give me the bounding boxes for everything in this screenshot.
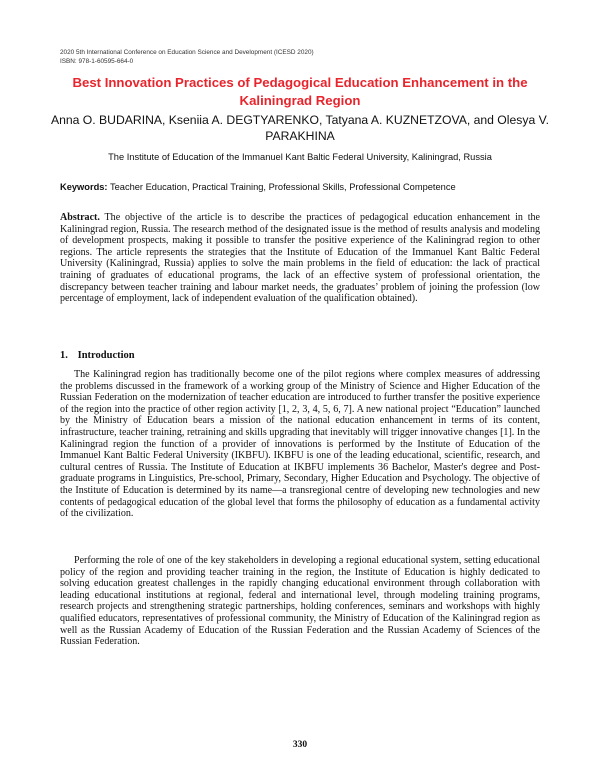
paragraph-2: Performing the role of one of the key stakeholders in developing a regional educational system, setting educational policy of the region and providing teacher training in the region, the Institute of Education is highly dedicated to solving education greatest challenges in the rapidly changing educational environment through collaboration with leading educational institutions at regional, federal and international level, through modeling training programs, research projects and strengthening strategic partnerships, holding conferences, seminars and workshops with highly qualified educators, representatives of professional community, the Ministry of Education of the Kaliningrad region as well as the Russian Academy of Education of the Russian Federation and the Russian Academy of Sciences of the Russian Federation.: [60, 555, 540, 648]
keywords-label: Keywords:: [60, 182, 108, 192]
conference-header: [60, 49, 540, 66]
affiliation: The Institute of Education of the Immanuel Kant Baltic Federal University, Kaliningrad, Russia: [108, 152, 492, 162]
conference-name: 2020 5th International Conference on Education Science and Development (ICESD 2020): [60, 49, 314, 56]
section-title: Introduction: [77, 350, 135, 361]
keywords-text: Teacher Education, Practical Training, Professional Skills, Professional Competence: [109, 182, 456, 192]
abstract-label: Abstract.: [60, 212, 100, 223]
section-heading: [60, 350, 540, 362]
keywords-line: [60, 181, 540, 193]
abstract-text: The objective of the article is to describe the practices of pedagogical education enhancement in the Kaliningrad region, Russia. The research method of the designated issue is the method of results analysis and modeling of development prospects, making it possible to transfer the positive experience of the Kaliningrad region to other regions. The article represents the strategies that the Institute of Education of the Immanuel Kant Baltic Federal University (Kaliningrad, Russia) applies to solve the main problems in the field of education: the lack of practical training of graduates of educational programs, the lack of an effective system of professional orientation, the discrepancy between teacher training and labour market needs, the graduates’ problem of joining the profession (low percentage of employment, lack of independent evaluation of the qualification obtained).: [60, 212, 540, 305]
paper-title: Best Innovation Practices of Pedagogical Education Enhancement in the Kaliningrad Region: [72, 75, 528, 108]
isbn: ISBN: 978-1-60595-664-0: [60, 57, 134, 65]
abstract: [60, 212, 540, 305]
paragraph-1: The Kaliningrad region has traditionally become one of the pilot regions where complex measures of addressing the problems discussed in the framework of a working group of the Ministry of Science and Higher Education of the Russian Federation on the modernization of teacher education are introduced to further transfer the positive experience of the region into the practice of other region activity [1, 2, 3, 4, 5, 6, 7]. A new national project “Education” launched by the Ministry of Education bears a mission of the national education enhancement in terms of its content, infrastructure, teacher training, retraining and skills upgrading that inevitably will trigger innovative changes [1]. In the Kaliningrad region the function of a provider of innovations is performed by the Institute of Education of the Immanuel Kant Baltic Federal University (IKBFU). IKBFU is one of the leading educational, scientific, research, and cultural centres of Russia. The Institute of Education at IKBFU implements 36 Bachelor, Master's degree and Post-graduate programs in Linguistics, Pre-school, Primary, Secondary, Higher Education and Psychology. The objective of the Institute of Education is determined by its name—a transregional centre of developing new technologies and new contents of pedagogical education of the global level that forms the philosophy of education as a fundamental activity of the civilization.: [60, 369, 540, 520]
paper-authors: Anna O. BUDARINA, Kseniia A. DEGTYARENKO, Tatyana A. KUZNETZOVA, and Olesya V. PARAKHINA: [50, 113, 550, 143]
page-number: 330: [292, 740, 308, 750]
section-number: 1.: [60, 350, 68, 361]
